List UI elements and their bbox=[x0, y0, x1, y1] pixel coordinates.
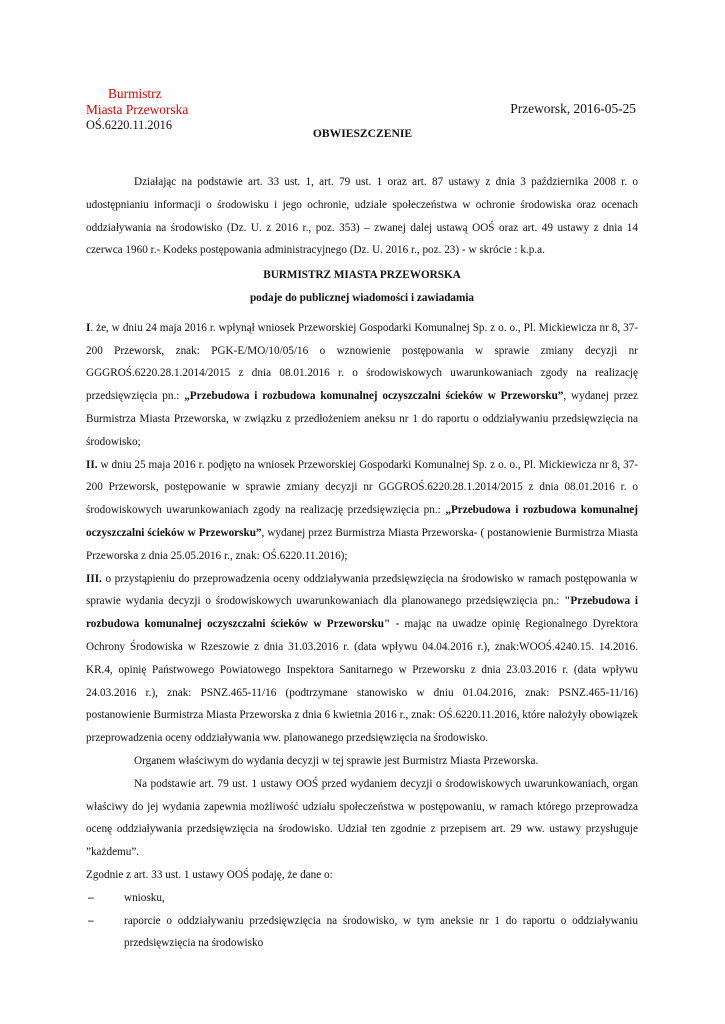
list-item bbox=[86, 910, 638, 956]
art79-paragraph: Na podstawie art. 79 ust. 1 ustawy OOŚ przed wydaniem decyzji o środowiskowych uwarunkowaniach, organ właściwy do jej wydania zapewnia możliwość udziału społeczeństwa w postępowaniu, w ramach którego przeprowadza ocenę oddziaływania przedsięwzięcia na środowisko. Udział ten zgodnie z przepisem art. 29 ww. ustawy przysługuje ”każdemu”. bbox=[86, 777, 638, 859]
intro-paragraph: Działając na podstawie art. 33 ust. 1, art. 79 ust. 1 oraz art. 87 ustawy z dnia 3 października 2008 r. o udostępnianiu informacji o środowisku i jego ochronie, udziale społeczeństwa w ochronie środowiska oraz ocenach oddziaływania na środowisko (Dz. U. z 2016 r., poz. 353) – zwanej dalej ustawą OOŚ oraz art. 49 ustawy z dnia 14 czerwca 1960 r.- Kodeks postępowania administracyjnego (Dz. U. 2016 r., poz. 23) - w skrócie : k.p.a. bbox=[86, 176, 638, 257]
list-marker: – bbox=[88, 914, 94, 927]
section-iii bbox=[86, 568, 638, 750]
section-i-project: „Przebudowa i rozbudowa komunalnej oczyszczalni ścieków w Przeworsku” bbox=[184, 390, 564, 403]
section-iii-text-b: mając na uwadze opinię Regionalnego Dyrektora Ochrony Środowiska w Rzeszowie z dnia 31.03.2016 r. (data wpływu 04.04.2016 r.), znak:WOOŚ.4240.15. 14.2016. KR.4, opinię Państwowego Powiatowego Inspektora Sanitarnego w Przeworsku z dnia 23.03.2016 r. (data wpływu 24.03.2016 r.), znak: PSNZ.465-11/16 (podtrzymane stanowisko w dniu 01.04.2016, znak: PSNZ.465-11/16) postanowienie Burmistrza Miasta Przeworska z dnia 6 kwietnia 2016 r., znak: OŚ.6220.11.2016, które nałożyły obowiązek przeprowadzenia oceny oddziaływania ww. planowanego przedsięwzięcia na środowisko. bbox=[86, 618, 638, 745]
authority-paragraph: Organem właściwym do wydania decyzji w tej sprawie jest Burmistrz Miasta Przeworska. bbox=[134, 754, 539, 767]
list-item-text: raporcie o oddziaływaniu przedsięwzięcia na środowisko, w tym aneksie nr 1 do raportu o oddziaływaniu przedsięwzięcia na środowisko bbox=[124, 914, 638, 950]
document-title: OBWIESZCZENIE bbox=[312, 127, 413, 140]
section-ii bbox=[86, 454, 638, 568]
section-iii-project: "Przebudowa i rozbudowa komunalnej oczyszczalni ścieków w Przeworsku" - bbox=[86, 595, 638, 631]
case-number: OŚ.6220.11.2016 bbox=[86, 118, 172, 132]
list-item bbox=[86, 887, 638, 910]
section-iii-text-a: o przystąpieniu do przeprowadzenia oceny oddziaływania przedsięwzięcia na środowisko w ramach postępowania w sprawie wydania decyzji o środowiskowych uwarunkowaniach dla planowanego przedsięwzięcia pn.: bbox=[86, 572, 638, 608]
section-i-number: I bbox=[86, 321, 91, 334]
announcement-heading: BURMISTRZ MIASTA PRZEWORSKA bbox=[263, 269, 461, 282]
issuer-block bbox=[86, 86, 188, 117]
art33-paragraph: Zgodnie z art. 33 ust. 1 ustawy OOŚ podaję, że dane o: bbox=[86, 868, 333, 881]
issuer-title: Burmistrz bbox=[108, 86, 162, 101]
section-i-text-b: , wydanej przez Burmistrza Miasta Przeworska, w związku z przedłożeniem aneksu nr 1 do raportu o oddziaływaniu przedsięwzięcia na środowisko; bbox=[86, 390, 638, 448]
list-item-text: wniosku, bbox=[124, 891, 165, 904]
announcement-subheading: podaje do publicznej wiadomości i zawiadamia bbox=[249, 291, 475, 304]
section-ii-project: „Przebudowa i rozbudowa komunalnej oczyszczalni ścieków w Przeworsku” bbox=[86, 504, 638, 539]
section-i-text-a: . że, w dniu 24 maja 2016 r. wpłynął wniosek Przeworskiej Gospodarki Komunalnej Sp. z o. o., Pl. Mickiewicza nr 8, 37-200 Przeworsk, znak: PGK-E/MO/10/05/16 o wznowienie postępowania w sprawie zmiany decyzji nr GGGROŚ.6220.28.1.2014/2015 z dnia 08.01.2016 r. o środowiskowych uwarunkowaniach zgody na realizację przedsięwzięcia pn.: bbox=[86, 321, 638, 403]
document-body bbox=[86, 171, 638, 955]
place-date: Przeworsk, 2016-05-25 bbox=[510, 101, 636, 116]
section-i bbox=[86, 317, 638, 454]
section-ii-number: II. bbox=[86, 458, 98, 471]
list-marker: – bbox=[88, 891, 94, 904]
section-ii-text-b: , wydanej przez Burmistrza Miasta Przeworska- ( postanowienie Burmistrza Miasta Przeworska z dnia 25.05.2016 r., znak: OŚ.6220.11.2016); bbox=[86, 526, 639, 562]
section-ii-text-a: w dniu 25 maja 2016 r. podjęto na wniosek Przeworskiej Gospodarki Komunalnej Sp. z o. o., Pl. Mickiewicza nr 8, 37-200 Przeworsk, postępowanie w sprawie zmiany decyzji nr GGGROŚ.6220.28.1.2014/2015 z dnia 08.01.2016 r. o środowiskowych uwarunkowaniach zgody na realizację przedsięwzięcia pn.: bbox=[86, 458, 638, 517]
issuer-name: Miasta Przeworska bbox=[86, 101, 189, 117]
section-iii-number: III. bbox=[86, 572, 102, 585]
